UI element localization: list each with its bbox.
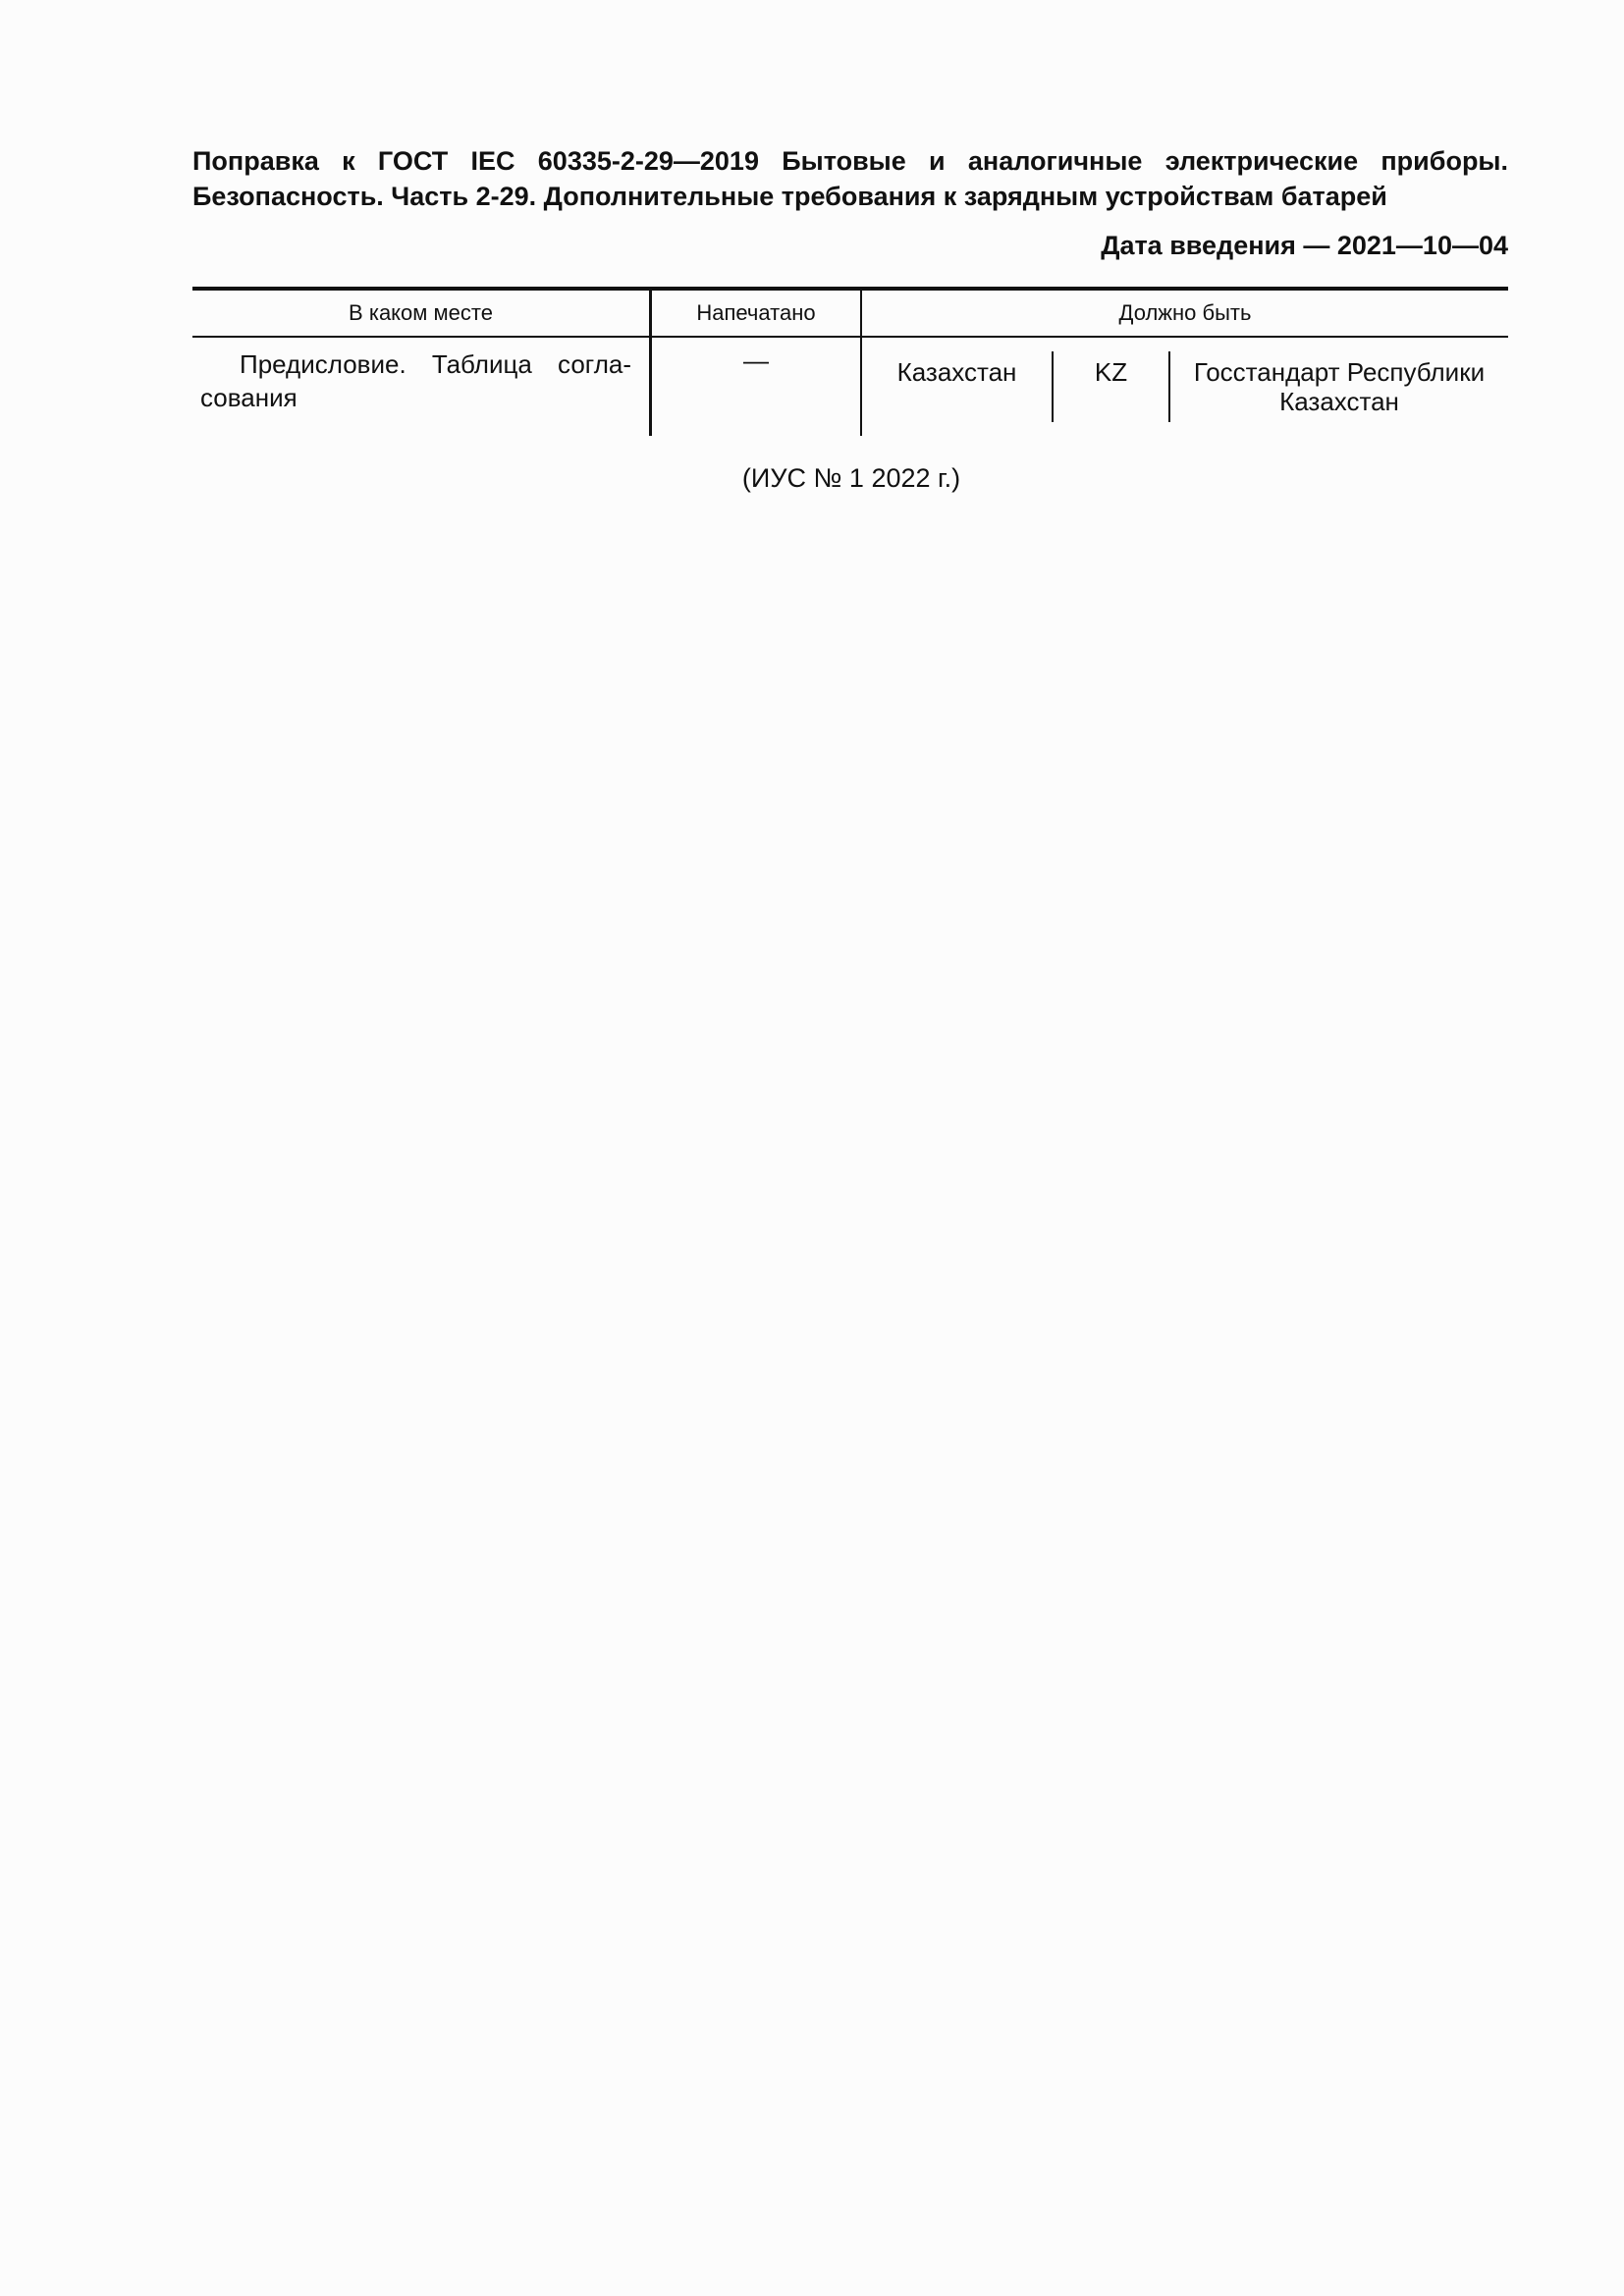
cell-printed — [651, 337, 862, 436]
effective-date: Дата введения — 2021—10—04 — [1101, 231, 1508, 260]
should-be-organization: Госстандарт Республики Казахстан — [1193, 357, 1486, 416]
amendment-table — [192, 287, 1508, 436]
document-title: Поправка к ГОСТ IEC 60335-2-29—2019 Бытовые и аналогичные электрические приборы. Безопасность. Часть 2-29. Дополнительные требования к зарядным устройствам батарей — [192, 146, 1508, 211]
header-should-be: Должно быть — [861, 289, 1508, 337]
should-be-group — [862, 338, 1508, 422]
header-printed: Напечатано — [651, 289, 862, 337]
printed-text: — — [743, 346, 769, 375]
should-be-code: KZ — [1054, 351, 1170, 422]
should-be-country: Казахстан — [862, 351, 1054, 422]
cell-place — [192, 337, 651, 436]
publication-reference: (ИУС № 1 2022 г.) — [741, 463, 961, 493]
place-text: Предисловие. Таблица согласования — [200, 349, 631, 412]
cell-should-be — [861, 337, 1508, 436]
table-header-row — [192, 289, 1508, 337]
table-row — [192, 337, 1508, 436]
header-place: В каком месте — [192, 289, 651, 337]
